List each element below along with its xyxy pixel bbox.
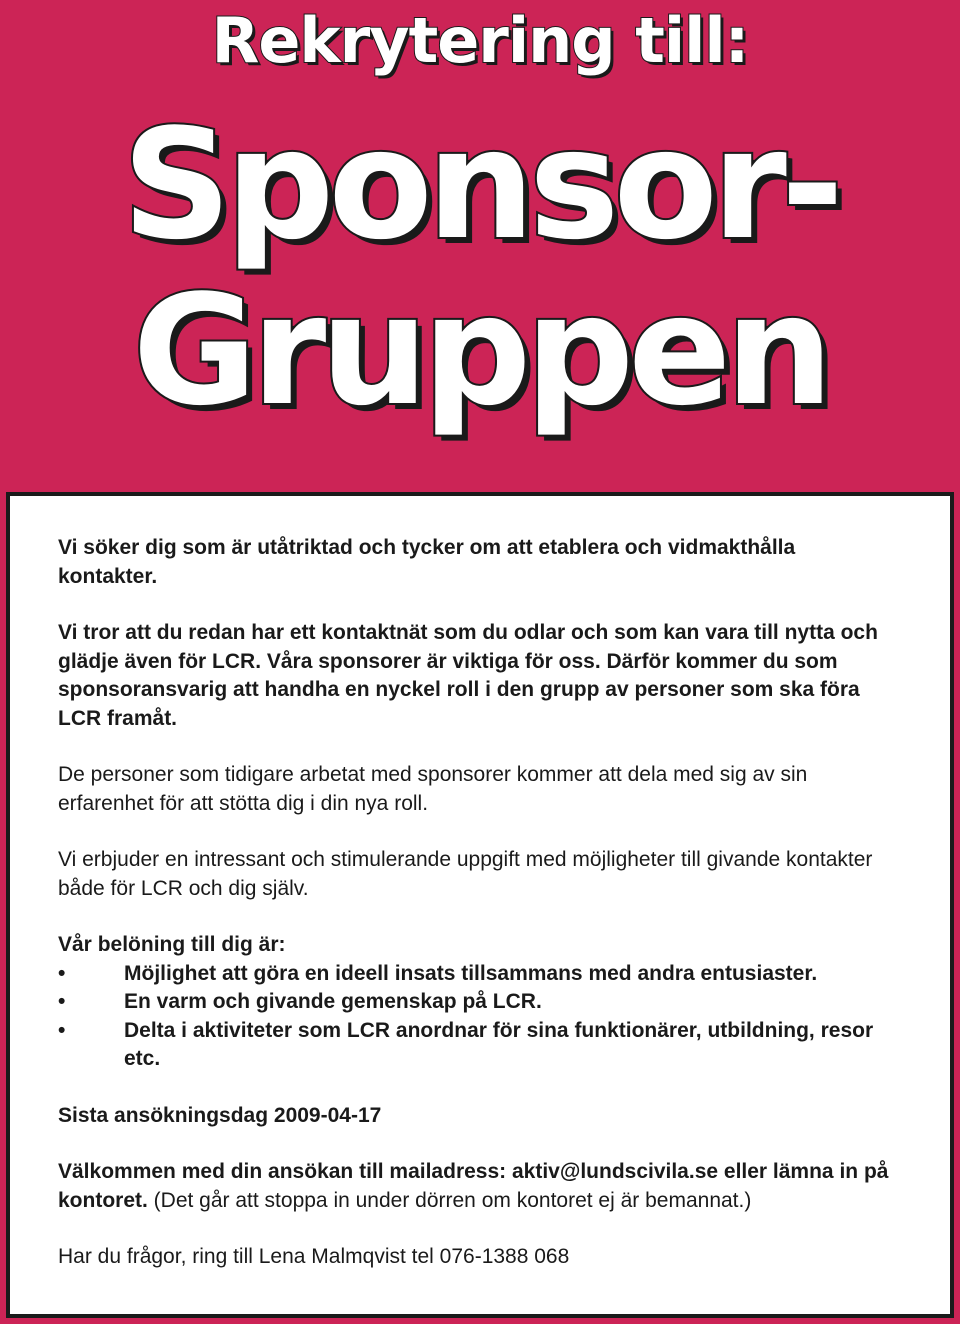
title-line-1: Sponsor- [122, 96, 838, 273]
content-panel [6, 492, 954, 1318]
apply-paragraph [58, 1158, 900, 1215]
intro-paragraph: Vi söker dig som är utåtriktad och tycker om att etablera och vidmakthålla kontakter. [58, 536, 796, 588]
offer-paragraph: Vi erbjuder en intressant och stimulerande uppgift med möjligheter till givande kontakter både för LCR och dig själv. [58, 848, 873, 900]
rewards-section [58, 931, 900, 1074]
network-paragraph: Vi tror att du redan har ett kontaktnät som du odlar och som kan vara till nytta och glädje även för LCR. Våra sponsorer är viktiga för oss. Därför kommer du som sponsoransvarig att handha en nyckel roll i den grupp av personer som ska föra LCR framåt. [58, 621, 878, 730]
rewards-list [58, 960, 900, 1074]
body-text [58, 534, 900, 1300]
list-item [58, 960, 900, 989]
reward-text: Delta i aktiviteter som LCR anordnar för sina funktionärer, utbildning, resor etc. [124, 1018, 874, 1070]
header-banner [0, 0, 960, 492]
bullet: • [58, 990, 66, 1013]
pretitle: Rekrytering till: [211, 4, 749, 77]
reward-text: Möjlighet att göra en ideell insats tillsammans med andra entusiaster. [124, 961, 818, 985]
title-line-2: Gruppen [132, 262, 828, 439]
rewards-heading: Vår belöning till dig är: [58, 933, 286, 956]
experience-paragraph: De personer som tidigare arbetat med sponsorer kommer att dela med sig av sin erfarenhet för att stötta dig i din nya roll. [58, 763, 808, 815]
bullet: • [58, 1018, 66, 1042]
apply-bold-text: Välkommen med din ansökan till mailadress: aktiv@lundscivila.se eller lämna in på kontoret. [58, 1160, 889, 1212]
list-item [58, 988, 900, 1017]
contact-line: Har du frågor, ring till Lena Malmqvist tel 076-1388 068 [58, 1245, 570, 1268]
bullet: • [58, 961, 66, 985]
reward-text: En varm och givande gemenskap på LCR. [124, 990, 542, 1013]
apply-note: (Det går att stoppa in under dörren om kontoret ej är bemannat.) [147, 1188, 752, 1212]
list-item [58, 1017, 900, 1074]
deadline: Sista ansökningsdag 2009-04-17 [58, 1103, 382, 1127]
